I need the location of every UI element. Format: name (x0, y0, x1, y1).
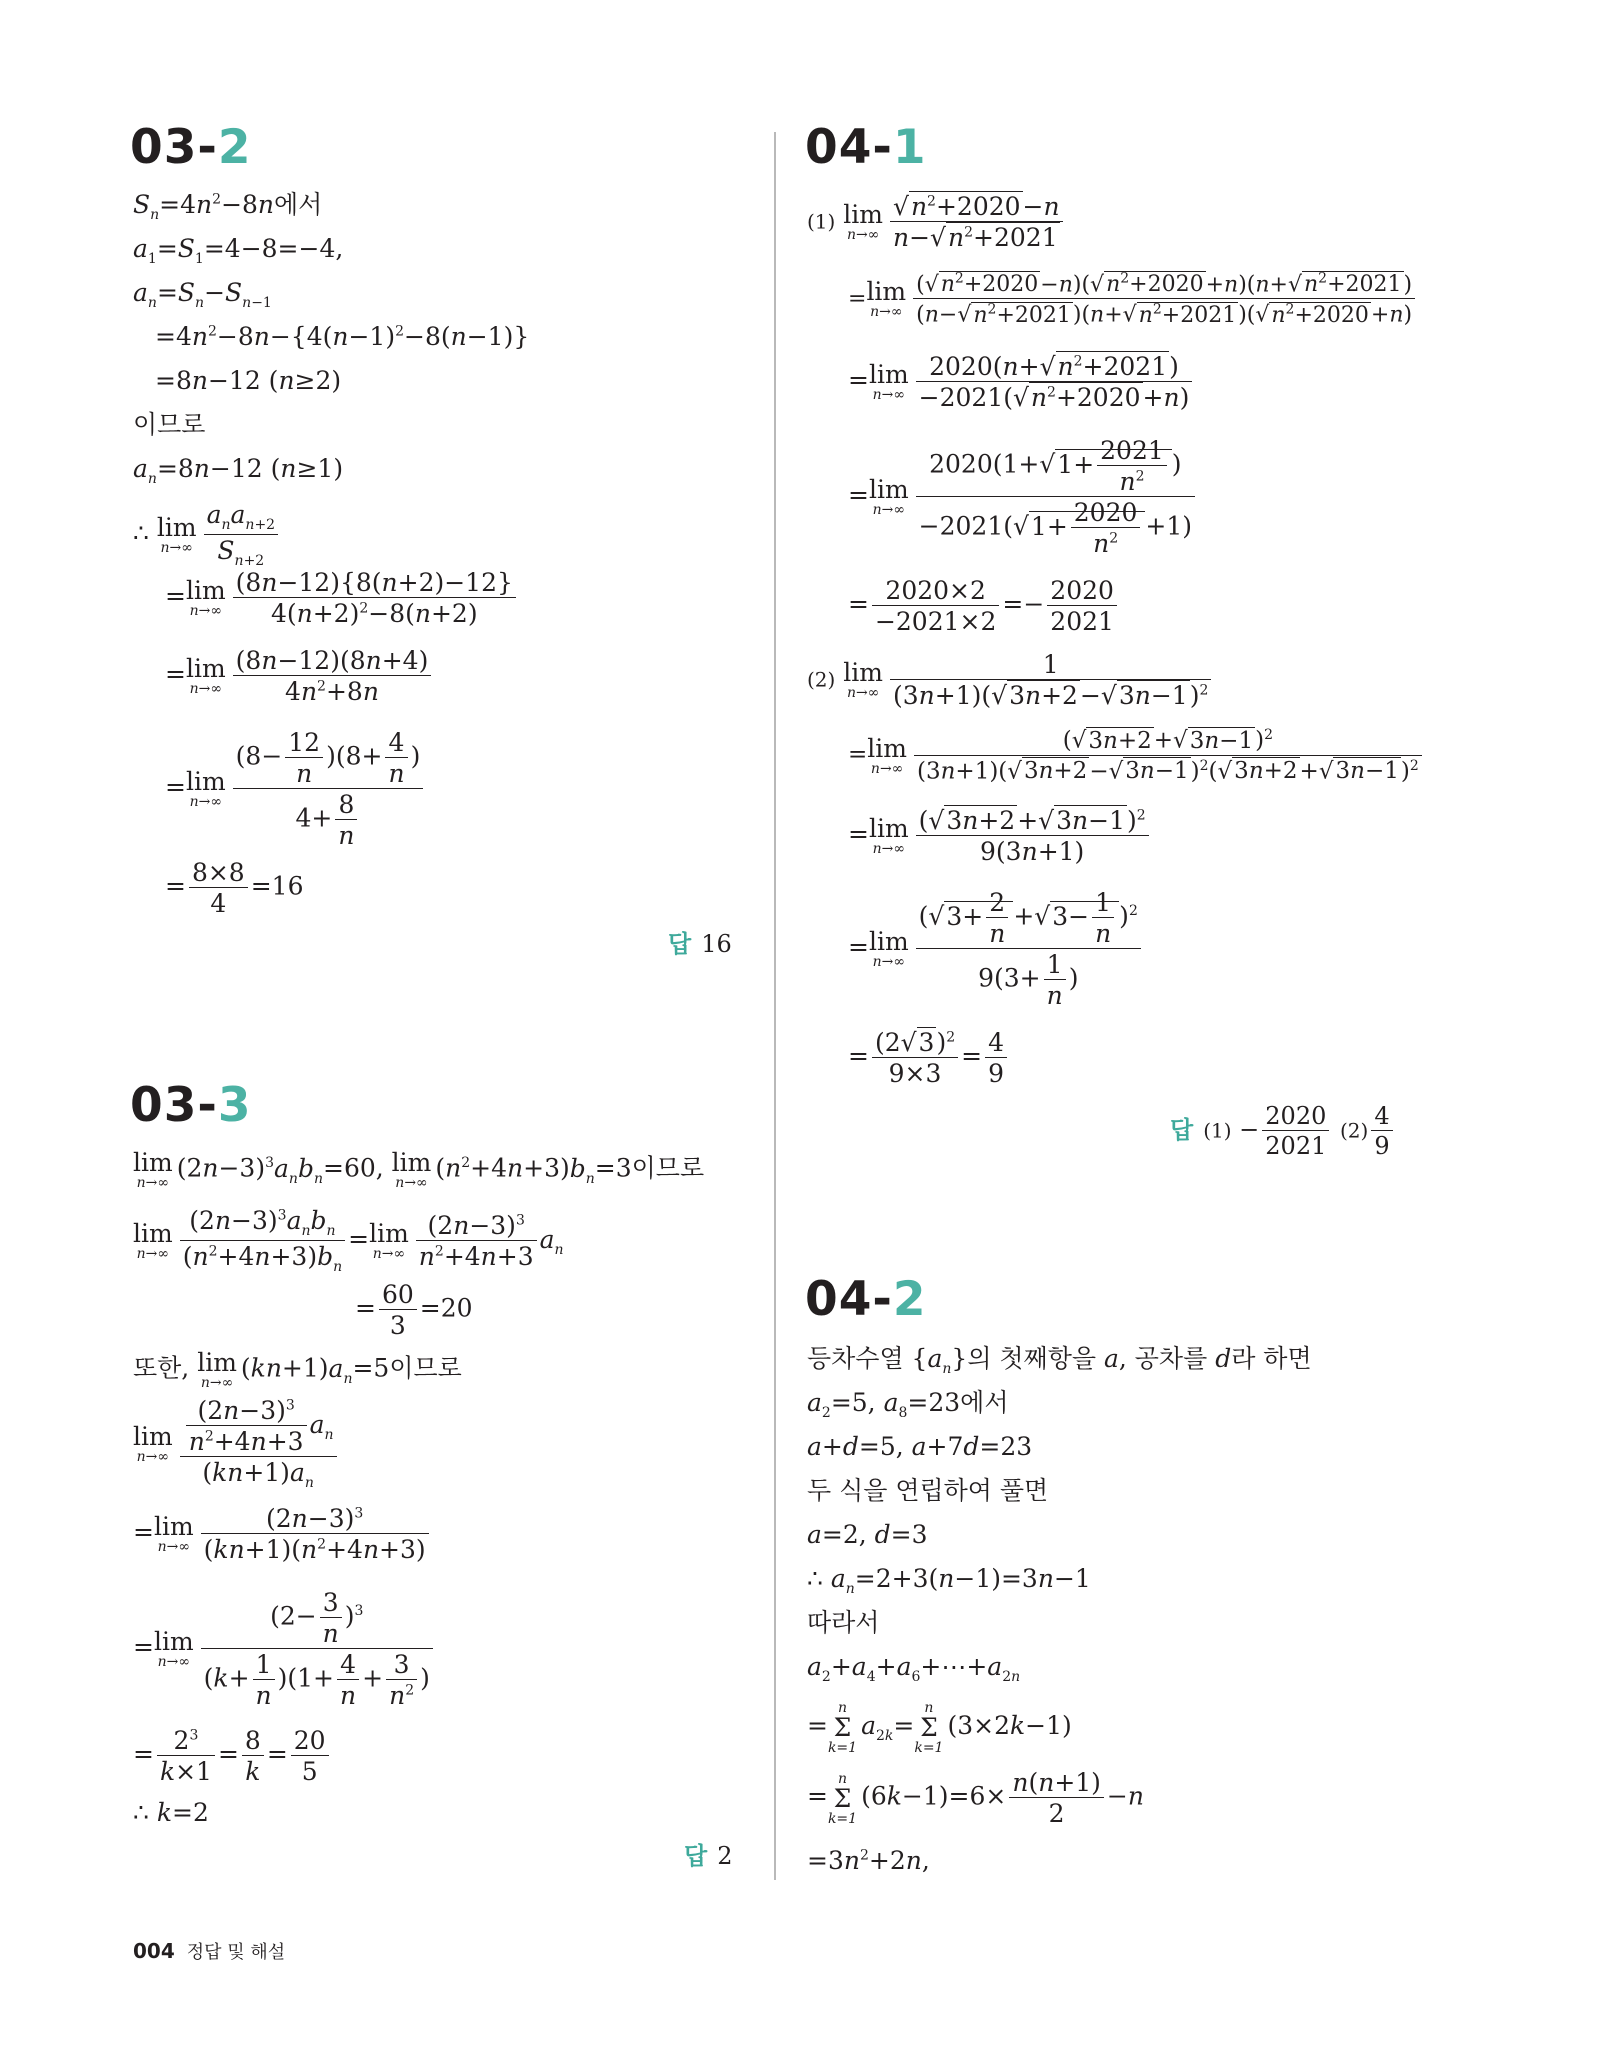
eq-line: lim n→∞ $\frac{(2n-3)^3}{n^2+4n+3}$ $a_n$ $(kn+1)a_n$ (133, 1398, 340, 1490)
eq-line: = $\frac{(2√3)^2}{9\times 3}$ = $\frac{4}{9}$ (848, 1030, 1010, 1086)
eq-line: a+d=5, a+7d=23 (807, 1432, 1033, 1461)
eq-line: = lim n→∞ $\frac{(8n-12)\{8(n+2)-12\}}{4(n+2)^2-8(n+2)}$ (165, 570, 519, 626)
section-title-03-2: 03-2 (130, 120, 252, 175)
eq-line: $=3n^2+2n$, (807, 1846, 930, 1875)
eq-line: = lim n→∞ $\frac{(2n-3)^3}{(kn+1)(n^2+4n+3)}$ (133, 1506, 432, 1562)
eq-line: $S_n=4n^2-8n$에서 (133, 190, 323, 223)
eq-line: = lim n→∞ $\frac{(√3n+2+√3n-1)^2}{(3n+1)(√3n+2-√3n-1)^2(√3n+2+√3n-1)^2}$ (848, 728, 1425, 783)
eq-line: = lim n→∞ (2− $\frac{3}{n}$ )$^3$ (k+ $\frac{1}{n}$ )(1+ $\frac{4}{n}$ + $\frac{3}{n^2}$ ) (133, 1590, 436, 1708)
section-title-04-2: 04-2 (805, 1272, 927, 1327)
eq-line: = $\frac{2^3}{k\times 1}$ = $\frac{8}{k}$ = $\frac{20}{5}$ (133, 1728, 332, 1784)
eq-line: 또한, lim n→∞ $(kn+1)a_n=5$이므로 (133, 1348, 462, 1391)
left-column (0, 0, 775, 2048)
eq-line: (2) lim n→∞ $\frac{1}{(3n+1)(√3n+2-√3n-1)^2}$ (807, 652, 1214, 708)
right-column (775, 0, 1615, 2048)
eq-line: = lim n→∞ 2020(1+√1+ $\frac{2021}{n^2}$ ) −2021(√1+ $\frac{2020}{n^2}$ +1) (848, 438, 1198, 556)
eq-line: = lim n→∞ $\frac{(8n-12)(8n+4)}{4n^2+8n}$ (165, 648, 434, 704)
eq-line: =8n−12 (n≥2) (155, 366, 342, 395)
eq-line: $a_2+a_4+a_6+\cdots+a_{2n}$ (807, 1652, 1021, 1685)
eq-line: ∴ k=2 (133, 1798, 209, 1827)
eq-line: = lim n→∞ $\frac{2020(n+√n^2+2021)}{-2021(√n^2+2020+n)}$ (848, 354, 1195, 410)
eq-line: = lim n→∞ (8− $\frac{12}{n}$ )(8+ $\frac{4}{n}$ ) 4+ $\frac{8}{n}$ (165, 730, 426, 848)
eq-line: = $\frac{2020\times 2}{-2021\times 2}$ =− $\frac{2020}{2021}$ (848, 578, 1120, 634)
eq-line: a=2, d=3 (807, 1520, 928, 1549)
answer-04-1: 답 (1) − $\frac{2020}{2021}$ (2) $\frac{4}{9}$ (1170, 1104, 1396, 1158)
eq-line: 이므로 (133, 410, 206, 439)
eq-line: $=4n^2-8n-\{4(n-1)^2-8(n-1)\}$ (155, 322, 530, 351)
eq-line: = lim n→∞ $\frac{(√n^2+2020-n)(√n^2+2020+n)(n+√n^2+2021)}{(n-√n^2+2021)(n+√n^2+2021)(√n^2+2020+n)}$ (848, 272, 1418, 327)
section-title-03-3: 03-3 (130, 1078, 252, 1133)
footer-label: 정답 및 해설 (186, 1942, 286, 1963)
eq-line: $a_n=S_n-S_{n-1}$ (133, 278, 272, 311)
eq-line: (1) lim n→∞ $\frac{√n^2+2020-n}{n-√n^2+2021}$ (807, 194, 1066, 250)
eq-line: = $\frac{8\times 8}{4}$ =16 (165, 858, 304, 918)
eq-line: $a_2=5$, $a_8=23$에서 (807, 1388, 1009, 1421)
eq-line: = n Σ k=1 $a_{2k}=$ n Σ k=1 (3×2k−1) (807, 1700, 1072, 1756)
section-title-04-1: 04-1 (805, 120, 927, 175)
eq-line: = n Σ k=1 (6k−1)=6× $\frac{n(n+1)}{2}$ −n (807, 1768, 1144, 1828)
eq-line: = lim n→∞ (√3+ $\frac{2}{n}$ +√3− $\frac{1}{n}$ )$^2$ 9(3+ $\frac{1}{n}$ ) (848, 890, 1144, 1008)
answer-03-3: 답 2 (684, 1842, 733, 1870)
eq-line: ∴ $a_n=2+3(n-1)=3n-1$ (807, 1564, 1091, 1597)
eq-line: = lim n→∞ $\frac{(√3n+2+√3n-1)^2}{9(3n+1)}$ (848, 808, 1152, 864)
eq-line: $a_1=S_1=4-8=-4$, (133, 234, 344, 267)
eq-line: ∴ lim n→∞ $a_na_{n+2}$ $S_{n+2}$ (133, 502, 281, 568)
page-number: 004 (133, 1939, 175, 1963)
answer-03-2: 답 16 (668, 930, 732, 958)
eq-line: lim n→∞ $(2n-3)^3a_nb_n$ $(n^2+4n+3)b_n$ = lim n→∞ $\frac{(2n-3)^3}{n^2+4n+3}$ $a_n$ (133, 1206, 564, 1275)
page-footer (133, 1938, 285, 1964)
eq-line: lim n→∞ $(2n-3)^3a_nb_n=60$, lim n→∞ $(n^2+4n+3)b_n=3$이므로 (133, 1148, 705, 1191)
eq-line: $a_n=8n-12$ (n≥1) (133, 454, 344, 487)
eq-line: 등차수열 $\{a_n\}$의 첫째항을 a, 공차를 d라 하면 (807, 1344, 1312, 1377)
eq-line: 두 식을 연립하여 풀면 (807, 1476, 1049, 1505)
eq-line: 따라서 (807, 1608, 880, 1637)
eq-line: = $\frac{60}{3}$ =20 (355, 1280, 473, 1340)
